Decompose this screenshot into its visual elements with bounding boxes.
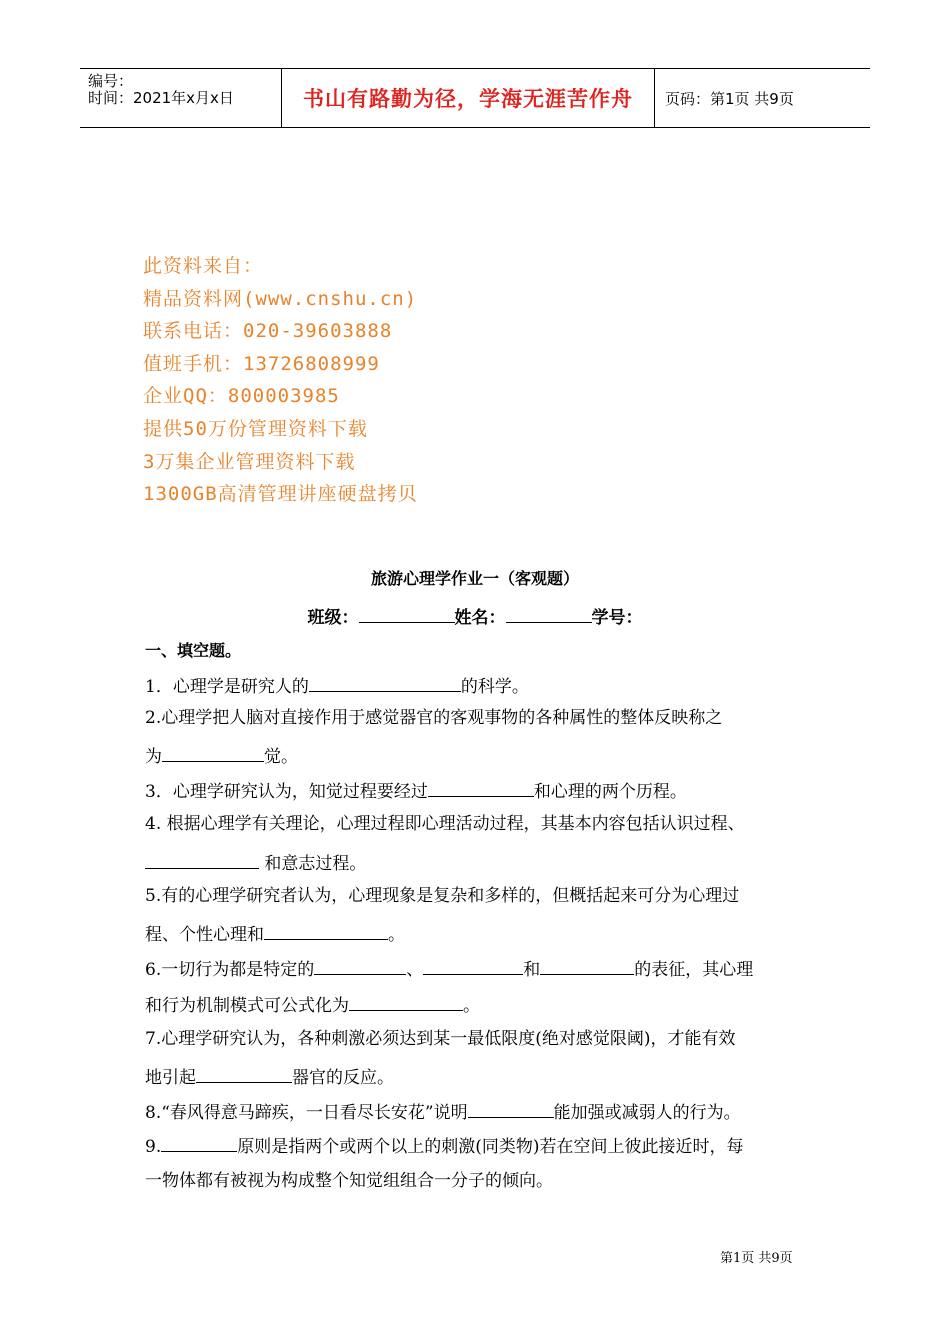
footer-page-info: 第1页 共9页 [720, 1251, 793, 1266]
question-5-cont [145, 922, 405, 945]
answer-blank[interactable] [264, 922, 388, 940]
question-text: 为 [145, 747, 162, 767]
promo-line: 1300GB高清管理讲座硬盘拷贝 [143, 483, 418, 506]
promo-line: 值班手机：13726808999 [143, 352, 380, 375]
question-7-cont [145, 1065, 394, 1088]
question-text: 和心理的两个历程。 [533, 782, 687, 802]
question-6-cont [145, 993, 480, 1016]
id-label: 学号： [591, 608, 643, 628]
section-heading: 一、填空题。 [145, 641, 242, 660]
answer-blank[interactable] [309, 674, 461, 692]
question-text: 的科学。 [460, 677, 529, 697]
answer-blank[interactable] [540, 957, 634, 975]
document-title: 旅游心理学作业一（客观题） [370, 569, 579, 588]
question-text: 和 [523, 960, 541, 980]
promo-line: 3万集企业管理资料下载 [143, 450, 356, 473]
question-text: 的表征，其心理 [634, 960, 754, 980]
header-motto: 书山有路勤为径，学海无涯苦作舟 [303, 87, 633, 111]
question-5 [145, 886, 739, 906]
question-text: 3．心理学研究认为，知觉过程要经过 [145, 782, 428, 802]
header-page-info: 页码：第1页 共9页 [665, 89, 794, 108]
class-label: 班级： [307, 608, 359, 628]
answer-blank[interactable] [423, 957, 523, 975]
answer-blank[interactable] [196, 1065, 292, 1083]
name-label: 姓名： [454, 608, 506, 628]
question-7 [145, 1029, 735, 1049]
answer-blank[interactable] [349, 993, 463, 1011]
answer-blank[interactable] [468, 1100, 554, 1118]
question-text: 和意志过程。 [259, 854, 367, 874]
question-text: 器官的反应。 [292, 1068, 394, 1088]
question-2 [145, 708, 722, 728]
class-blank[interactable] [359, 605, 455, 623]
question-text: 2.心理学把人脑对直接作用于感觉器官的客观事物的各种属性的整体反映称之 [145, 708, 723, 728]
question-1 [145, 674, 529, 697]
question-8 [145, 1100, 741, 1123]
question-text: 觉。 [264, 747, 298, 767]
question-text: 。 [463, 996, 480, 1016]
question-text: 、 [406, 960, 424, 980]
question-text: 一物体都有被视为构成整个知觉组组合一分子的倾向。 [145, 1171, 553, 1191]
question-4-cont [145, 851, 366, 874]
student-info-line [0, 603, 950, 628]
question-9-cont [145, 1171, 553, 1191]
question-text: 8.“春风得意马蹄疾，一日看尽长安花”说明 [145, 1103, 468, 1123]
promo-line: 联系电话：020-39603888 [143, 320, 393, 343]
promo-line: 企业QQ：800003985 [143, 385, 340, 408]
question-9 [145, 1134, 744, 1157]
header-meta [80, 69, 281, 127]
answer-blank[interactable] [145, 851, 259, 869]
answer-blank[interactable] [428, 779, 534, 797]
question-text: 9. [145, 1137, 162, 1157]
question-text: 。 [388, 925, 405, 945]
question-text: 能加强或减弱人的行为。 [553, 1103, 741, 1123]
doc-code-label: 编号： [88, 72, 134, 90]
promo-line: 精品资料网(www.cnshu.cn) [143, 287, 418, 310]
doc-time-label: 时间：2021年x月x日 [88, 89, 234, 107]
question-text: 地引起 [145, 1068, 196, 1088]
answer-blank[interactable] [161, 1134, 237, 1152]
question-text: 6.一切行为都是特定的 [145, 960, 315, 980]
question-6 [145, 957, 753, 980]
question-text: 程、个性心理和 [145, 925, 264, 945]
page-header [80, 68, 870, 128]
question-text: 1．心理学是研究人的 [145, 677, 309, 697]
header-motto-cell [281, 69, 655, 127]
question-4 [145, 814, 745, 834]
promo-line: 提供50万份管理资料下载 [143, 417, 368, 440]
promo-line: 此资料来自： [143, 255, 264, 277]
question-text: 7.心理学研究认为，各种刺激必须达到某一最低限度(绝对感觉限阈)，才能有效 [145, 1029, 736, 1049]
promo-block [143, 250, 418, 511]
question-text: 和行为机制模式可公式化为 [145, 996, 349, 1016]
name-blank[interactable] [506, 605, 592, 623]
question-text: 4. 根据心理学有关理论，心理过程即心理活动过程，其基本内容包括认识过程、 [145, 814, 745, 834]
question-text: 5.有的心理学研究者认为，心理现象是复杂和多样的，但概括起来可分为心理过 [145, 886, 740, 906]
question-2-cont [145, 744, 298, 767]
question-text: 原则是指两个或两个以上的刺激(同类物)若在空间上彼此接近时，每 [237, 1137, 744, 1157]
answer-blank[interactable] [162, 744, 264, 762]
answer-blank[interactable] [314, 957, 406, 975]
question-3 [145, 779, 687, 802]
